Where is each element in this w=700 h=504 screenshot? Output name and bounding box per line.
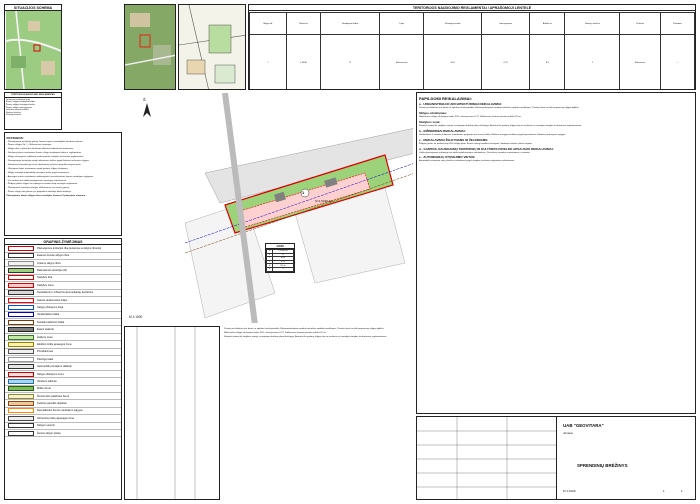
legend-swatch (8, 335, 34, 340)
parcel-number: 1 (302, 190, 305, 195)
req-heading: Statybos zona: (419, 119, 441, 124)
legend-item (5, 319, 121, 326)
table-row (250, 35, 695, 90)
requirements-title: PAPILDOMI REIKALAVIMAI: (419, 96, 472, 101)
plan-note: Pastatų architektūra turi derėti su aplinkos kraštovaizdžiu. Rekomenduojama naudoti natūralias apdailos medžiagas. Pastatų tūriai turi būti proporcingi sklypo dydžiui. (224, 328, 385, 330)
legend-label: Žemės ūkio paskirties žemė (37, 394, 70, 398)
table-cell: H (267, 264, 273, 268)
req-section (419, 129, 693, 137)
note-line: - Želdynų plotas sklype turi sudaryti ne mažiau kaip nustatyta reglamente. (6, 183, 78, 186)
situation-map-svg (6, 11, 61, 89)
col-header: Sklypo Nr. (250, 13, 287, 35)
table-cell: 0,75 (273, 260, 294, 264)
plan-note: Maksimalus sklypo užstatymo tankis 50%, intensyvumas 0,75. Didžiausias leistinas pastatų aukštis 8,5 m. (224, 331, 327, 334)
graphic-legend (4, 238, 122, 500)
legend-item (5, 378, 121, 385)
table-cell: T (267, 257, 273, 261)
mini-legend-item: Žemės sklypo intensyvumas (6, 106, 33, 109)
table-row (267, 267, 294, 271)
col-header: Tipas (380, 13, 424, 35)
legend-label: Esami statiniai (37, 328, 54, 332)
legend-label: Inžinerinių tinklų apsaugos zona (37, 416, 74, 420)
legend-item (5, 356, 121, 363)
regulation-table (248, 4, 696, 90)
regulation-title: TERITORIJOS NAUDOJIMO REGLAMENTAI / APRAŠOMOJI LENTELĖ (249, 5, 695, 11)
legend-label: Gatvės raudonosios linijos (37, 298, 68, 302)
legend-swatch (8, 342, 34, 347)
legend-label: Specialiosios žemės naudojimo sąlygos (37, 409, 83, 413)
mini-legend (4, 92, 62, 130)
legend-label: Želdynų zona (37, 335, 53, 339)
legend-swatch (8, 261, 34, 266)
legend-label: Elektros tinklų apsaugos zona (37, 342, 72, 346)
req-text: Želdynų plotas ne mažiau kaip 30% sklypo ploto. Esami vertingi medžiai išsaugomi. Sodinami vietinės rūšies augalai. (419, 142, 533, 145)
legend-swatch (8, 275, 34, 280)
table-cell: Rekreacinės (380, 35, 424, 90)
legend-swatch (8, 312, 34, 317)
note-line: - Planuojamoje teritorijoje įrengti inžinerinius tinklus pagal išduotas technines sąlygas. (6, 160, 90, 163)
mini-legend-item: Teritorijos naudojimo tipas (6, 98, 31, 101)
req-section (419, 155, 693, 163)
legend-item (5, 326, 121, 333)
req-heading: c - REIKALAVIMAI ŽELDYNAMS IR ŽELDINIAMS: (419, 137, 489, 142)
legend-item (5, 282, 121, 289)
legend-swatch (8, 357, 34, 362)
situation-map (6, 11, 61, 89)
plan-notes (222, 326, 414, 500)
table-header-row (250, 13, 695, 35)
legend-item (5, 349, 121, 356)
table-cell: 1 (273, 267, 294, 271)
legend-item (5, 304, 121, 311)
legend-swatch (8, 423, 34, 428)
table-cell: 8,5 m (273, 264, 294, 268)
legend-list (5, 245, 121, 437)
legend-swatch (8, 246, 34, 251)
legend-label: Sklypų užstatymo linija (37, 306, 64, 309)
aerial-thumbnail (124, 4, 176, 90)
legend-label: Statybos zona (37, 283, 54, 287)
note-line: - Sklype numatyti automobilių stovėjimo vietas pagal normatyvus. (6, 171, 70, 174)
table-cell: 1,5436 (286, 35, 320, 90)
legend-swatch (8, 305, 34, 310)
mini-legend-item: Žemės sklypo užstatymo tankis (6, 103, 35, 106)
legend-label: Statybos riba (37, 276, 53, 280)
title-block (416, 416, 696, 500)
sheet-count: 1 (681, 489, 683, 493)
legend-swatch (8, 372, 34, 377)
legend-swatch (8, 349, 34, 354)
legend-item (5, 275, 121, 282)
legend-swatch (8, 401, 34, 406)
req-section (419, 147, 693, 155)
col-header: Plotas ha (286, 13, 320, 35)
note-line: - Planuojamoje teritorijoje galiojo Jonava rajono savivaldybės bendrasis planas. (6, 140, 84, 143)
req-heading: a - URBANISTINIAI IR ARCHITEKTŪRINIAI REIKALAVIMAI: (419, 102, 502, 106)
table-cell: — (660, 35, 694, 90)
legend-swatch (8, 298, 34, 303)
note-line: - Inžinerinių komunikacijų trasos tikslinamos techninio projekto rengimo metu. (6, 163, 82, 166)
legend-label: Automobilių stovėjimo aikštelė (37, 365, 72, 369)
req-heading: b - INŽINERINIAI REIKALAVIMAI: (419, 128, 466, 133)
table-cell: 50% (424, 35, 482, 90)
req-text: Statiniai statomi tik statybos zonoje, nustatytoje detaliojo plano brėžinyje. Atstumai iki gretimų sklypų ribų ne mažesni nei nurodyta statybos techniniuose reglamentuose. (419, 124, 582, 127)
col-header: Užstatymo tankis (424, 13, 482, 35)
requirements-panel (416, 92, 696, 414)
note-line: - Sklypo ribos ir plotai bus tikslinami atliekant kadastrinius matavimus. (6, 148, 74, 151)
legend-label: Gretimų sklypų ribos (37, 261, 61, 265)
legend-label: Sklypo numeris (37, 424, 55, 428)
mini-legend-item: Leistinas pastatų aukštis (6, 109, 29, 112)
drawing-title: SPRENDINIŲ BRĖŽINYS (577, 463, 628, 468)
legend-swatch (8, 253, 34, 258)
legend-label: Privažiavimas (37, 350, 53, 354)
table-cell: S (267, 250, 273, 254)
req-text: Pastatų architektūra turi derėti su aplinkos kraštovaizdžiu. Rekomenduojama naudoti natūralias apdailos medžiagas. Pastatų tūriai turi būti proporcingi sklypo dydžiui. (419, 107, 580, 109)
aerial-svg (125, 5, 176, 90)
notes-box (4, 132, 122, 236)
legend-item (5, 415, 121, 422)
legend-item (5, 290, 121, 297)
parcel-key-table (265, 243, 295, 273)
table-cell: 1,5436 ha (273, 250, 294, 254)
legend-item (5, 267, 121, 274)
legend-label: Miško žemė (37, 387, 51, 391)
legend-item (5, 245, 121, 252)
note-line: - Visi statiniai turi atitikti priešgaisrinės apsaugos reikalavimus. (6, 179, 67, 182)
col-header: Paskirtis (620, 13, 660, 35)
title-grid-svg (417, 417, 557, 500)
situation-scheme (4, 4, 62, 90)
legend-item (5, 260, 121, 267)
req-section (419, 120, 693, 128)
req-text: Maksimalus sklypo užstatymo tankis 50%, intensyvumas 0,75. Didžiausias leistinas pastatų aukštis 8,5 m. (419, 115, 522, 118)
note-line: - Apsaugos zonos nustatomos vadovaujantis specialiosiomis žemės naudojimo sąlygomis. (6, 175, 94, 178)
legend-swatch (8, 268, 34, 273)
table-cell: R (321, 35, 380, 90)
col-header: Aukštis m (530, 13, 565, 35)
legend-swatch (8, 394, 34, 399)
table-cell: R (273, 253, 294, 257)
note-line: - Detaliuoju planu nustatomas žemės sklypo naudojimo būdas ir reglamentas. (6, 152, 82, 155)
legend-swatch (8, 379, 34, 384)
north-label: Š (143, 97, 146, 102)
req-text: Veikla planuojamoje teritorijoje turi atitikti aplinkosaugos reikalavimus. Paviršinės nuotekos surenkamos ir valomos. (419, 151, 531, 154)
legend-swatch (8, 283, 34, 288)
plan-note: Statiniai statomi tik statybos zonoje, nustatytoje detaliojo plano brėžinyje. Atstumai iki gretimų sklypų ribų ne mažesni nei nurodyta statybos techniniuose reglamentuose. (224, 335, 387, 338)
legend-swatch (8, 416, 34, 421)
plan-thumbnail (178, 4, 246, 90)
legend-label: Kultūros paveldo objektas (37, 402, 67, 406)
legend-item (5, 400, 121, 407)
notes-title: PASTABOS: (6, 135, 24, 140)
notes-footer: Planuojamos žemės sklypo ribos nurodytos Lietuvos Vyriausybės nutarimu. (6, 195, 86, 198)
legend-swatch (8, 327, 34, 332)
legend-swatch (8, 290, 34, 295)
legend-item (5, 363, 121, 370)
mini-legend-item: Žemės sklypo naudojimo būdas (6, 101, 36, 104)
req-heading: d - GAMTOS, NAUDOJAMŲ TERITORIJŲ IR KULTŪROS PAVELDO APSAUGOS REIKALAVIMAI: (419, 146, 554, 151)
boundary-table (124, 326, 220, 500)
legend-swatch (8, 386, 34, 391)
req-text: Automobilių stovėjimo vietų skaičius nustatomas pagal statybos techninio reglamento reikalavimus. (419, 160, 515, 163)
legend-item (5, 386, 121, 393)
table-cell: I (267, 260, 273, 264)
col-header: Intensyvumas (482, 13, 530, 35)
regulation-grid (249, 12, 695, 90)
req-heading: Sklypo užstatymas: (419, 110, 448, 115)
legend-item (5, 341, 121, 348)
table-cell: Rekreacinė (620, 35, 660, 90)
mini-legend-item: Statinių skaičius (6, 111, 21, 114)
plan-thumb-svg (179, 5, 246, 90)
table-cell: R (267, 253, 273, 257)
legend-label: Susisiekimo ir inžinerinių komunikacijų koridorius (37, 291, 94, 295)
legend-item (5, 297, 121, 304)
legend-swatch (8, 408, 34, 413)
col-header: Pastabos (660, 13, 694, 35)
table-cell: 1 (250, 35, 287, 90)
legend-label: Esamos žemės sklypo ribos (37, 254, 70, 258)
col-header: Statinių skaičius (565, 13, 620, 35)
note-line: - Užstatymo linijos nustatomos pagal gretimų sklypų užstatymą. (6, 167, 69, 170)
legend-item (5, 430, 121, 437)
legend-title: GRAFINIS ŽYMĖJIMAS (5, 239, 121, 245)
sheet-number: 1 (663, 489, 665, 493)
note-line: - Planuojamos teritorijos prieigos užtikrinamos nuo esamų gatvių. (6, 187, 70, 190)
legend-label: Vandentiekio tinklai (37, 313, 60, 317)
legend-item (5, 371, 121, 378)
situation-title: SITUACIJOS SCHEMA (5, 5, 61, 11)
legend-item (5, 393, 121, 400)
req-heading: e - AUTOMOBILIŲ STOVĖJIMO VIETOS: (419, 155, 476, 160)
drawing-scale: M 1:1000 (563, 489, 576, 493)
parcel-key-grid (266, 249, 294, 272)
main-plan (124, 92, 414, 324)
req-section (419, 111, 693, 119)
plan-scale: M 1:1000 (129, 315, 143, 319)
req-text: Vandentiekis ir nuotekų šalinimas numatomas jungiantis prie esamų tinklų. Elektros energijos tiekimas pagal operatoriaus išduotas prisijungimo sąlygas. (419, 133, 566, 136)
title-block-grid (417, 417, 557, 500)
legend-swatch (8, 364, 34, 369)
plan-svg (125, 93, 414, 324)
legend-label: Žemės sklypo plotas (37, 431, 61, 435)
table-cell: n (267, 267, 273, 271)
legend-swatch (8, 431, 34, 436)
company-address: Jonava (563, 431, 573, 435)
mini-legend-title: TERITORIJOS NAUDOJIMO REGLAMENTAS (5, 93, 61, 98)
legend-item (5, 423, 121, 430)
mini-legend-list (5, 98, 61, 118)
legend-label: Planuojamos teritorijos riba (sutampa su sklypo ribomis) (37, 246, 102, 250)
mini-legend-item: Pastatų paskirtis (6, 114, 22, 117)
legend-swatch (8, 320, 34, 325)
table-cell: 8,5 (530, 35, 565, 90)
col-header: Naudojimo būdas (321, 13, 380, 35)
table-cell: 1 (565, 35, 620, 90)
legend-label: Sklypo užstatymo zona (37, 372, 64, 376)
boundary-grid-svg (125, 327, 220, 500)
table-cell: 50% (273, 257, 294, 261)
parcel-key-title: 1/436 (266, 244, 294, 249)
company-name: UAB "GEOVITARA" (563, 423, 604, 428)
legend-label: Vandens telkiniai (37, 379, 57, 383)
legend-item (5, 312, 121, 319)
parcel-area-label: S=1,5436 ha (315, 199, 333, 203)
legend-label: Rekreacinės teritorijos (R) (37, 269, 67, 273)
req-section (419, 138, 693, 146)
legend-label: Pėsčiųjų takai (37, 357, 54, 361)
note-line: - Žemės sklypų ribų planas yra pagrindinis detaliojo plano brėžinys. (6, 191, 72, 194)
table-cell: 0,75 (482, 35, 530, 90)
legend-label: Nuotekų šalinimo tinklai (37, 320, 65, 324)
req-section (419, 102, 693, 110)
legend-item (5, 253, 121, 260)
legend-item (5, 334, 121, 341)
legend-item (5, 408, 121, 415)
note-line: - Sklypo užstatymas vykdomas vadovaujantis statybos techniniais reglamentais. (6, 156, 84, 159)
note-line: - Žemės sklypas Nr. 1 - Rekreacinės teritorijos. (6, 144, 52, 147)
